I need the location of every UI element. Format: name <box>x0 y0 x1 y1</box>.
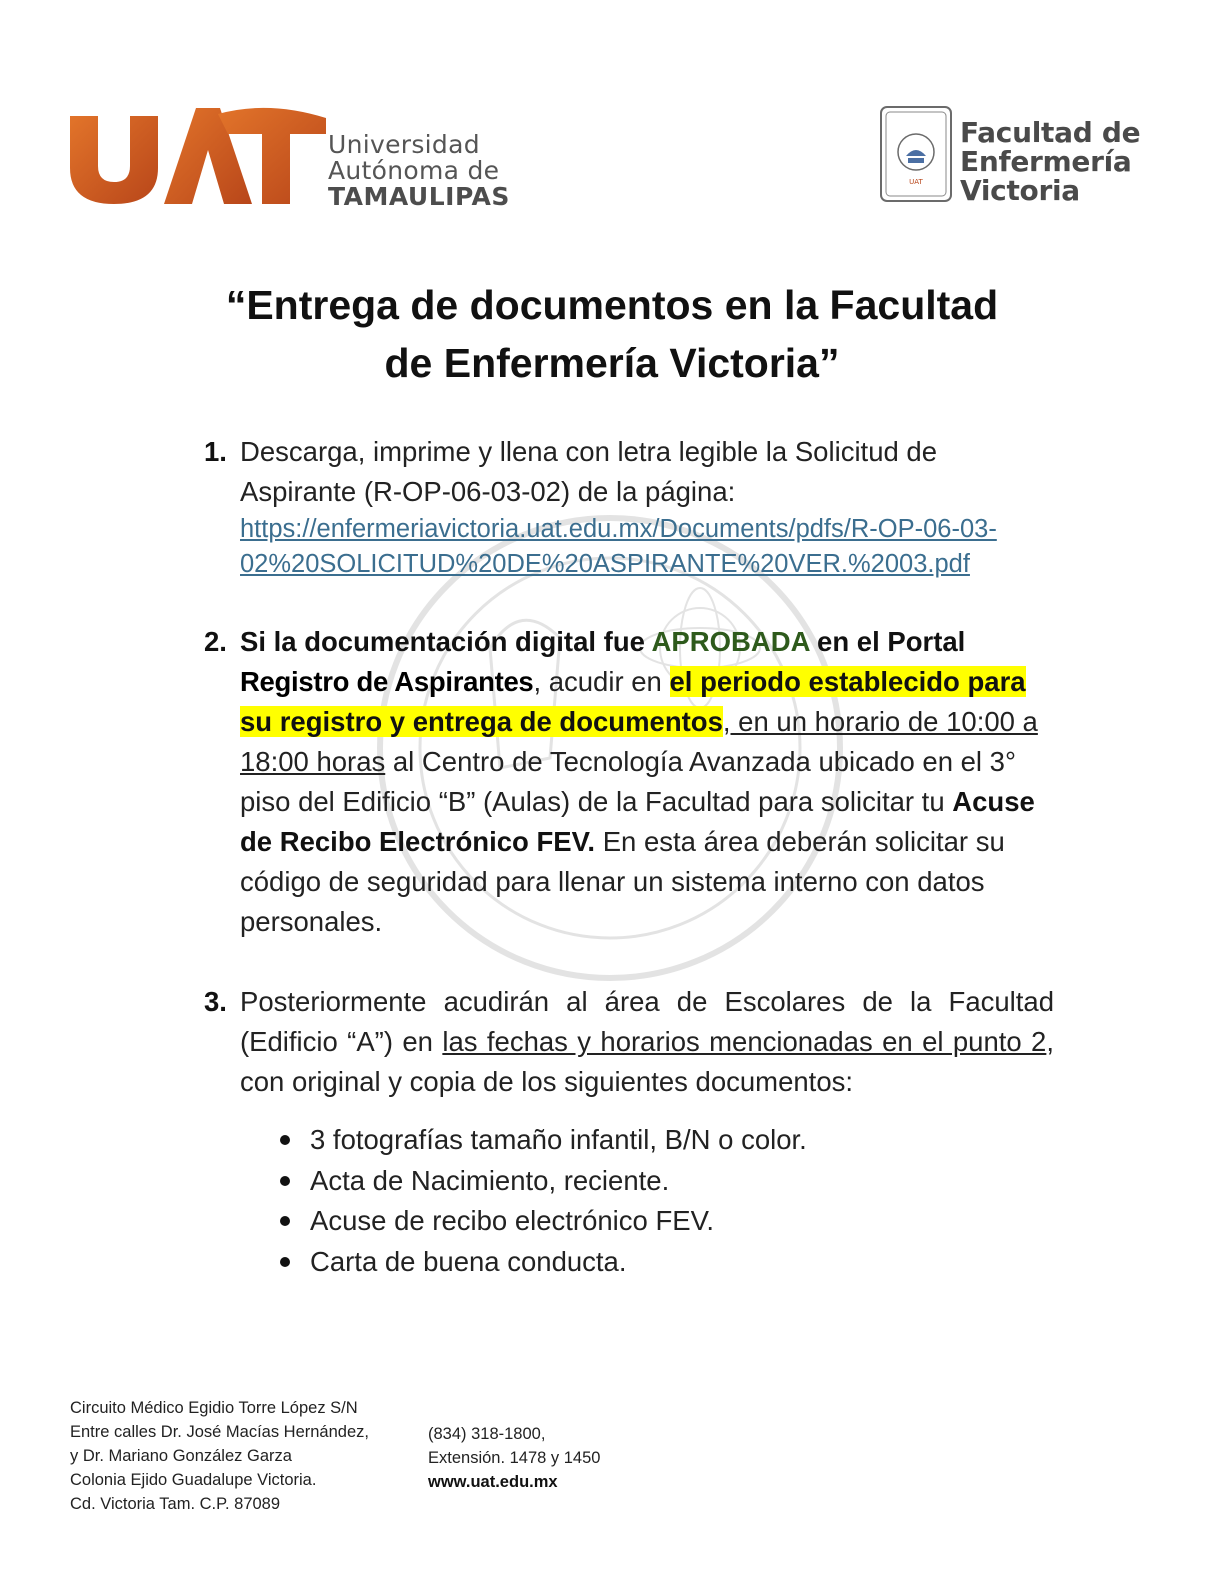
approved-status: APROBADA <box>651 626 810 657</box>
step-number: 1. <box>204 436 227 467</box>
document-item: Acta de Nacimiento, reciente. <box>310 1164 670 1196</box>
bullet-icon <box>280 1257 290 1267</box>
step-number: 3. <box>204 986 227 1017</box>
link-line2: 02%20SOLICITUD%20DE%20ASPIRANTE%20VER.%2003.pdf <box>240 550 970 578</box>
bullet-icon <box>280 1176 290 1186</box>
step-2-intro: Si la documentación digital fue <box>240 626 652 657</box>
uat-name-line3: TAMAULIPAS <box>328 182 510 211</box>
fev-logo <box>878 104 1178 214</box>
list-item <box>274 1120 1054 1161</box>
step-3-text-b: , con original y copia de los siguientes documentos: <box>240 1026 1054 1097</box>
step-3 <box>204 982 1054 1102</box>
step-3-text-a: Posteriormente acudirán al área de Escolares de la Facultad (Edificio “A”) en <box>240 986 1054 1057</box>
uat-mark-icon <box>68 104 326 208</box>
footer-address <box>70 1396 369 1516</box>
step-2 <box>204 622 1054 942</box>
application-form-link[interactable] <box>240 512 1054 582</box>
list-item <box>274 1242 1054 1283</box>
dates-reference: las fechas y horarios mencionadas en el punto 2 <box>442 1026 1047 1057</box>
step-2-portal-intro: en el Portal <box>809 626 966 657</box>
address-line: y Dr. Mariano González Garza <box>70 1447 292 1465</box>
page-title-line2: de Enfermería Victoria” <box>384 340 840 386</box>
faculty-seal-icon <box>878 104 954 204</box>
document-item: Acuse de recibo electrónico FEV. <box>310 1205 715 1236</box>
step-1-text: Descarga, imprime y llena con letra legible la Solicitud de Aspirante (R-OP-06-03-02) de la página: <box>240 436 938 507</box>
schedule-hours: , en un horario de 10:00 a 18:00 horas <box>240 706 1038 777</box>
bullet-icon <box>280 1135 290 1145</box>
uat-logo <box>68 104 548 214</box>
footer-contact <box>428 1422 600 1494</box>
step-2-text-c: En esta área deberán solicitar su código de seguridad para llenar un sistema interno con datos personales. <box>240 826 1005 937</box>
highlighted-period: el periodo establecido para su registro y entrega de documentos <box>240 666 1026 737</box>
uat-name-line2: Autónoma de <box>328 156 500 185</box>
fev-name <box>960 118 1140 205</box>
required-documents-list <box>204 1120 1054 1282</box>
list-item <box>274 1161 1054 1202</box>
bullet-icon <box>280 1216 290 1226</box>
link-line1: https://enfermeriavictoria.uat.edu.mx/Documents/pdfs/R-OP-06-03- <box>240 515 997 543</box>
step-number: 2. <box>204 626 227 657</box>
phone-number: (834) 318-1800, <box>428 1425 546 1443</box>
list-item <box>274 1201 1054 1242</box>
address-line: Circuito Médico Egidio Torre López S/N <box>70 1399 358 1417</box>
fev-name-line3: Victoria <box>960 174 1080 207</box>
svg-text:UAT: UAT <box>909 178 923 186</box>
step-1 <box>204 432 1054 582</box>
uat-name-line1: Universidad <box>328 130 480 159</box>
steps-list <box>204 432 1054 1282</box>
document-item: Carta de buena conducta. <box>310 1245 627 1277</box>
website-link[interactable]: www.uat.edu.mx <box>428 1473 558 1491</box>
address-line: Cd. Victoria Tam. C.P. 87089 <box>70 1495 281 1513</box>
step-2-text-b: al Centro de Tecnología Avanzada ubicado en el 3° piso del Edificio “B” (Aulas) de la Facultad para solicitar tu <box>240 746 1016 817</box>
page-title-line1: “Entrega de documentos en la Facultad <box>225 282 999 328</box>
phone-extension: Extensión. 1478 y 1450 <box>428 1449 601 1467</box>
address-line: Colonia Ejido Guadalupe Victoria. <box>70 1471 317 1489</box>
document-item: 3 fotografías tamaño infantil, B/N o color. <box>310 1124 807 1155</box>
acuse-name: Acuse de Recibo Electrónico FEV. <box>240 786 1035 857</box>
step-2-text-a: , acudir en <box>533 666 670 697</box>
page-title <box>120 276 1104 392</box>
fev-name-line2: Enfermería <box>960 145 1132 178</box>
fev-name-line1: Facultad de <box>960 116 1141 149</box>
uat-name <box>328 132 510 210</box>
portal-name: Registro de Aspirantes <box>240 666 534 697</box>
address-line: Entre calles Dr. José Macías Hernández, <box>70 1423 369 1441</box>
